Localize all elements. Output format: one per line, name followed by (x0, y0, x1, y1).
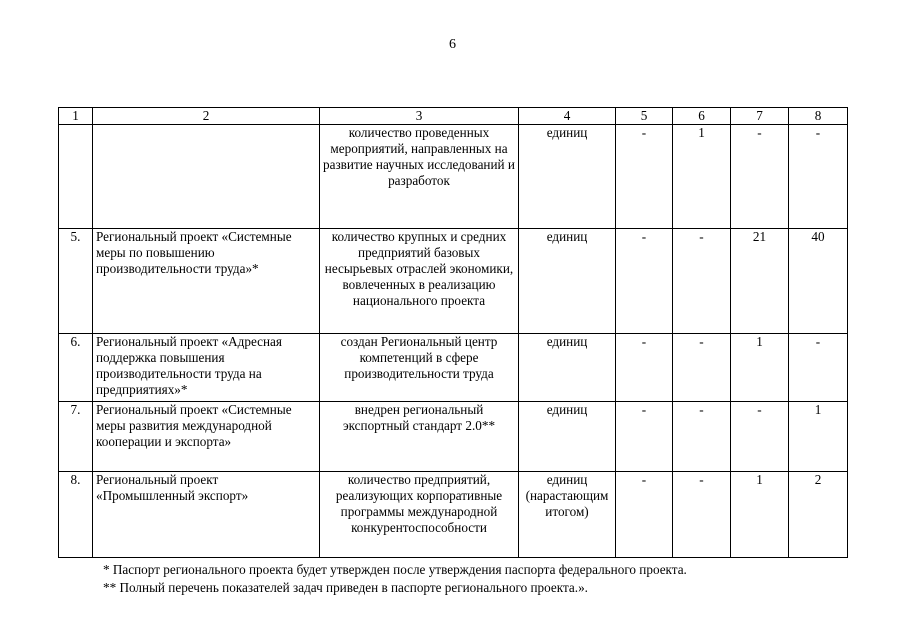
table-row (59, 125, 848, 229)
project-name: Региональный проект «Системные меры развития международной кооперации и экспорта» (93, 402, 320, 472)
value-col8: - (789, 125, 848, 229)
row-number (59, 125, 93, 229)
header-cell: 4 (519, 108, 616, 125)
header-cell: 2 (93, 108, 320, 125)
header-cell: 1 (59, 108, 93, 125)
project-name: Региональный проект «Системные меры по повышению производительности труда»* (93, 229, 320, 334)
value-col7: - (731, 402, 789, 472)
table-header-row (59, 108, 848, 125)
indicators-table (58, 107, 848, 558)
header-cell: 7 (731, 108, 789, 125)
value-col6: 1 (673, 125, 731, 229)
unit-text: единиц (519, 229, 616, 334)
table-row (59, 229, 848, 334)
value-col8: 40 (789, 229, 848, 334)
value-col5: - (616, 472, 673, 558)
footnotes (103, 561, 687, 596)
value-col7: - (731, 125, 789, 229)
row-number: 8. (59, 472, 93, 558)
header-cell: 6 (673, 108, 731, 125)
table-row (59, 334, 848, 402)
header-cell: 5 (616, 108, 673, 125)
row-number: 7. (59, 402, 93, 472)
unit-text: единиц (519, 334, 616, 402)
value-col6: - (673, 402, 731, 472)
value-col6: - (673, 334, 731, 402)
indicator-text: создан Региональный центр компетенций в сфере производительности труда (320, 334, 519, 402)
row-number: 5. (59, 229, 93, 334)
page-number: 6 (449, 37, 456, 52)
value-col5: - (616, 229, 673, 334)
value-col6: - (673, 472, 731, 558)
table-row (59, 402, 848, 472)
unit-text: единиц (519, 402, 616, 472)
value-col8: - (789, 334, 848, 402)
value-col5: - (616, 334, 673, 402)
indicator-text: количество предприятий, реализующих корпоративные программы международной конкурентоспособности (320, 472, 519, 558)
indicator-text: внедрен региональный экспортный стандарт 2.0** (320, 402, 519, 472)
project-name: Региональный проект «Промышленный экспорт» (93, 472, 320, 558)
indicator-text: количество крупных и средних предприятий базовых несырьевых отраслей экономики, вовлеченных в реализацию национального проекта (320, 229, 519, 334)
footnote-1: * Паспорт регионального проекта будет утвержден после утверждения паспорта федерального проекта. (103, 562, 687, 577)
footnote-2: ** Полный перечень показателей задач приведен в паспорте регионального проекта.». (103, 579, 588, 595)
row-number: 6. (59, 334, 93, 402)
value-col7: 21 (731, 229, 789, 334)
value-col6: - (673, 229, 731, 334)
value-col7: 1 (731, 334, 789, 402)
header-cell: 3 (320, 108, 519, 125)
value-col8: 1 (789, 402, 848, 472)
value-col5: - (616, 125, 673, 229)
value-col7: 1 (731, 472, 789, 558)
project-name (93, 125, 320, 229)
value-col8: 2 (789, 472, 848, 558)
unit-text: единиц (нарастающим итогом) (519, 472, 616, 558)
table-row (59, 472, 848, 558)
project-name: Региональный проект «Адресная поддержка повышения производительности труда на предприятиях»* (93, 334, 320, 402)
unit-text: единиц (519, 125, 616, 229)
header-cell: 8 (789, 108, 848, 125)
indicator-text: количество проведенных мероприятий, направленных на развитие научных исследований и разработок (320, 125, 519, 229)
value-col5: - (616, 402, 673, 472)
